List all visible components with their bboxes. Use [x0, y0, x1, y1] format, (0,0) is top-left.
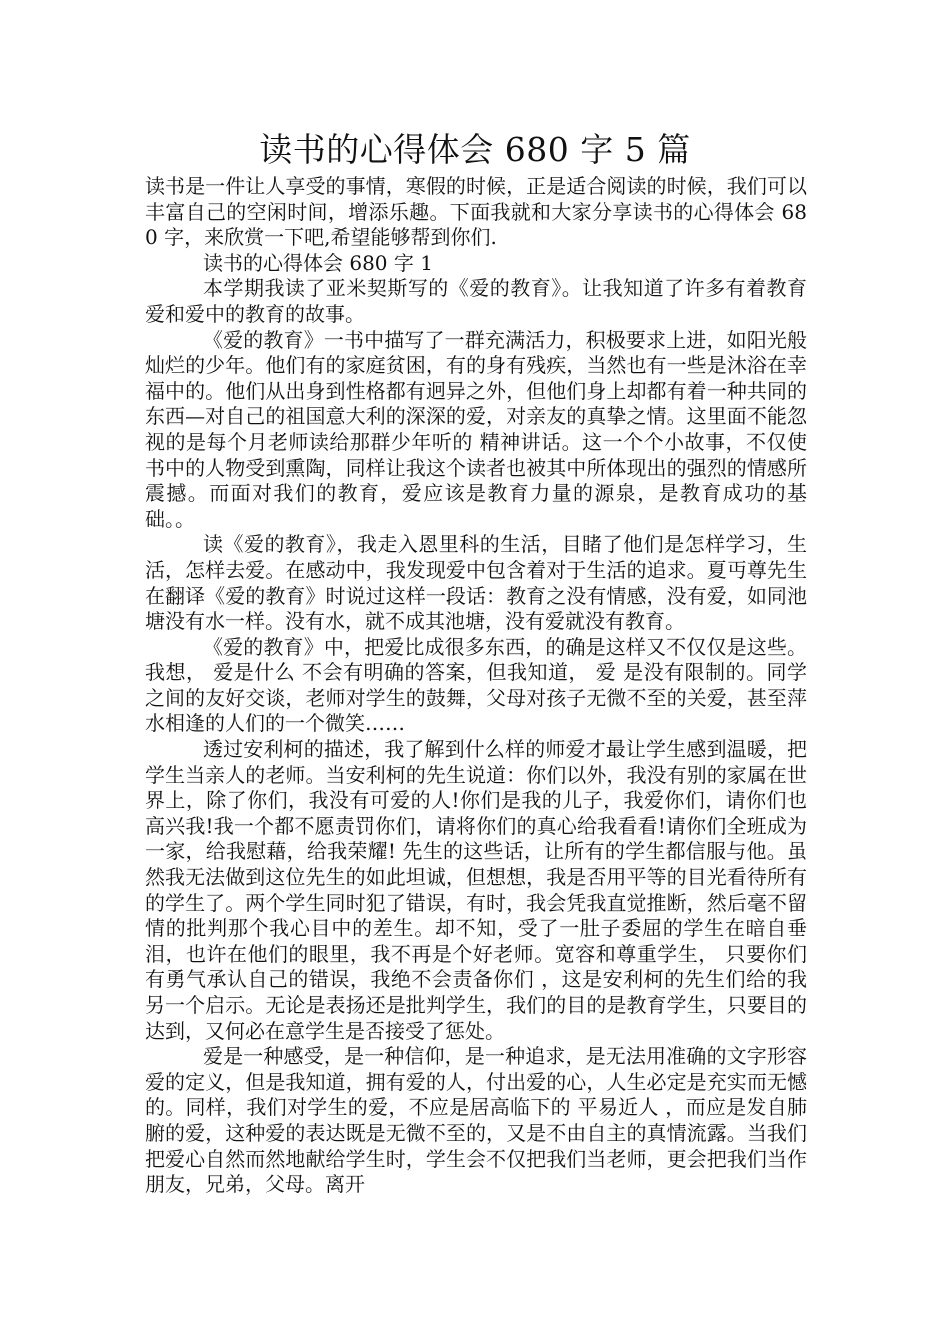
body-paragraph: 《爱的教育》一书中描写了一群充满活力，积极要求上进，如阳光般灿烂的少年。他们有的家庭贫困，有的身有残疾，当然也有一些是沐浴在幸福中的。他们从出身到性格都有迥异之外，但他们身上却都有着一种共同的东西—对自己的祖国意大利的深深的爱，对亲友的真挚之情。这里面不能忽视的是每个月老师读给那群少年听的 精神讲话。这一个个小故事，不仅使书中的人物受到熏陶，同样让我这个读者也被其中所体现出的强烈的情感所震撼。而面对我们的教育，爱应该是教育力量的源泉，是教育成功的基础。。: [145, 327, 807, 531]
body-paragraph: 本学期我读了亚米契斯写的《爱的教育》。让我知道了许多有着教育爱和爱中的教育的故事。: [145, 276, 807, 326]
document-body: [145, 174, 807, 1198]
body-paragraph: 《爱的教育》中，把爱比成很多东西，的确是这样又不仅仅是这些。我想， 爱是什么 不会有明确的答案，但我知道， 爱 是没有限制的。同学之间的友好交谈，老师对学生的鼓舞，父母对孩子无微不至的关爱，甚至萍水相逢的人们的一个微笑……: [145, 634, 807, 736]
intro-paragraph: 读书是一件让人享受的事情，寒假的时候，正是适合阅读的时候，我们可以丰富自己的空闲时间，增添乐趣。下面我就和大家分享读书的心得体会 680 字，来欣赏一下吧,希望能够帮到你们.: [145, 174, 807, 250]
document-title: 读书的心得体会 680 字 5 篇: [259, 130, 691, 169]
body-paragraph: 透过安利柯的描述，我了解到什么样的师爱才最让学生感到温暖，把学生当亲人的老师。当安利柯的先生说道：你们以外，我没有别的家属在世界上，除了你们，我没有可爱的人!你们是我的儿子，我爱你们，请你们也高兴我!我一个都不愿责罚你们，请将你们的真心给我看看!请你们全班成为一家，给我慰藉，给我荣耀! 先生的这些话，让所有的学生都信服与他。虽然我无法做到这位先生的如此坦诚，但想想，我是否用平等的目光看待所有的学生了。两个学生同时犯了错误，有时，我会凭我直觉推断，然后毫不留情的批判那个我心目中的差生。却不知，受了一肚子委屈的学生在暗自垂泪，也许在他们的眼里，我不再是个好老师。宽容和尊重学生， 只要你们有勇气承认自己的错误，我绝不会责备你们 ，这是安利柯的先生们给的我另一个启示。无论是表扬还是批判学生，我们的目的是教育学生，只要目的达到，又何必在意学生是否接受了惩处。: [145, 737, 807, 1043]
section-heading: 读书的心得体会 680 字 1: [203, 250, 433, 275]
body-paragraph: 读《爱的教育》，我走入恩里科的生活，目睹了他们是怎样学习，生活，怎样去爱。在感动中，我发现爱中包含着对于生活的追求。夏丏尊先生在翻译《爱的教育》时说过这样一段话：教育之没有情感，没有爱，如同池塘没有水一样。没有水，就不成其池塘，没有爱就没有教育。: [145, 532, 807, 634]
body-paragraph: 爱是一种感受，是一种信仰，是一种追求，是无法用准确的文字形容爱的定义，但是我知道，拥有爱的人，付出爱的心，人生必定是充实而无憾的。同样，我们对学生的爱，不应是居高临下的 平易近人 ，而应是发自肺腑的爱，这种爱的表达既是无微不至的，又是不由自主的真情流露。当我们把爱心自然而然地献给学生时，学生会不仅把我们当老师，更会把我们当作朋友，兄弟，父母。离开: [145, 1044, 807, 1197]
